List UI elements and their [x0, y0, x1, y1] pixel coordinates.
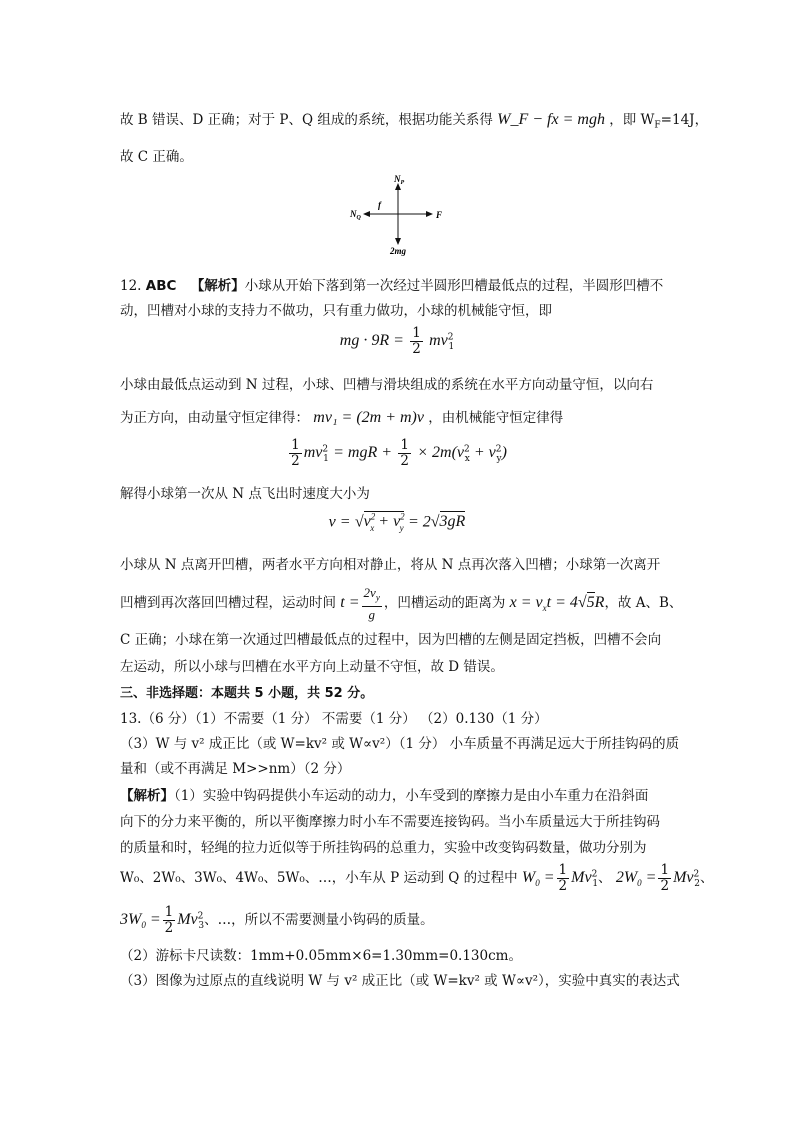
- p12-line6: 小球从 N 点离开凹槽，两者水平方向相对静止，将从 N 点再次落入凹槽；小球第一次离开: [120, 557, 661, 573]
- p12-line3: 小球由最低点运动到 N 过程，小球、凹槽与滑块组成的系统在水平方向动量守恒，以向右: [120, 377, 654, 393]
- gravity-label: 2mg: [390, 246, 407, 256]
- p13-line3: 量和（或不再满足 M>>nm）（2 分）: [120, 761, 351, 777]
- p13-line10: （3）图像为过原点的直线说明 W 与 v² 成正比（或 W=kv² 或 W∝v²），实验中真实的表达式: [120, 973, 680, 989]
- p13-line9: （2）游标卡尺读数：1mm+0.05mm×6=1.30mm=0.130cm。: [120, 948, 522, 964]
- p12-line8: C 正确；小球在第一次通过凹槽最低点的过程中，因为凹槽的左侧是固定挡板，凹槽不会向: [120, 632, 662, 648]
- nq-label: $N_Q$: [350, 209, 361, 221]
- p13-line2: （3）W 与 v² 成正比（或 W=kv² 或 W∝v²）（1 分） 小车质量不再满足远大于所挂钩码的质: [120, 736, 680, 752]
- force-diagram: [340, 170, 460, 256]
- p13-line5: 向下的分力来平衡的，所以平衡摩擦力时小车不需要连接钩码。当小车质量远大于所挂钩码: [120, 814, 660, 830]
- p11-equation: W_F − fx = mgh: [497, 111, 605, 128]
- p13-line1: 13.（6 分）（1）不需要（1 分） 不需要（1 分） （2）0.130（1 分）: [120, 711, 548, 727]
- p13-line4: 【解析】（1）实验中钩码提供小车运动的动力，小车受到的摩擦力是由小车重力在沿斜面: [120, 788, 649, 804]
- p12-line2: 动，凹槽对小球的支持力不做功，只有重力做功，小球的机械能守恒，即: [120, 303, 552, 319]
- p11-line2: 故 C 正确。: [120, 149, 193, 165]
- np-label: $N_P$: [394, 174, 405, 186]
- friction-label: f: [378, 200, 381, 210]
- section-heading: 三、非选择题：本题共 5 小题，共 52 分。: [120, 686, 374, 701]
- p12-line4: 为正方向，由动量守恒定律得： mv₁ = (2m + m)v ，由机械能守恒定律得: [120, 409, 564, 426]
- p12-line7: 凹槽到再次落回凹槽过程，运动时间 t = $\frac{2v_y}{g}$ ，凹槽运动的距离为 $x = v_xt = 4√5R$，故 A、B、: [120, 585, 683, 622]
- p12-line1: 12. ABC 【解析】小球从开始下落到第一次经过半圆形凹槽最低点的过程，半圆形凹槽不: [120, 278, 664, 294]
- p13-line6: 的质量和时，轻绳的拉力近似等于所挂钩码的总重力，实验中改变钩码数量，做功分别为: [120, 840, 647, 856]
- p12-line9: 左运动，所以小球与凹槽在水平方向上动量不守恒，故 D 错误。: [120, 659, 504, 675]
- p13-line7: W₀、2W₀、3W₀、4W₀、5W₀、…，小车从 P 运动到 Q 的过程中 $W_0$ = $\frac{1}{2}$ $Mv^2_1$、 $2W_0$ = $\frac{1}{2}$ $Mv^2_2$、: [120, 862, 714, 894]
- p12-eq1: mg · 9R = $\frac{1}{2}$ $mv^2_1$: [339, 325, 455, 357]
- p12-eq3: $v = √v^2_x + v^2_y = 2√3gR$: [328, 512, 466, 533]
- F-label: F: [436, 210, 443, 220]
- p13-line8: $3W_0$ = $\frac{1}{2}$ $Mv^2_3$、…，所以不需要测量小钩码的质量。: [120, 904, 434, 936]
- p11-line1: 故 B 错误、D 正确；对于 P、Q 组成的系统，根据功能关系得 W_F − fx = mgh ，即 $W_F=14J$，: [120, 111, 709, 131]
- p12-line5: 解得小球第一次从 N 点飞出时速度大小为: [120, 486, 370, 502]
- p12-eq2: $\frac{1}{2}$ $mv^2_1$ = mgR + $\frac{1}{2}$ × $2m(v^2_x + v^2_y)$: [291, 437, 507, 469]
- p12-answer: ABC: [145, 278, 177, 294]
